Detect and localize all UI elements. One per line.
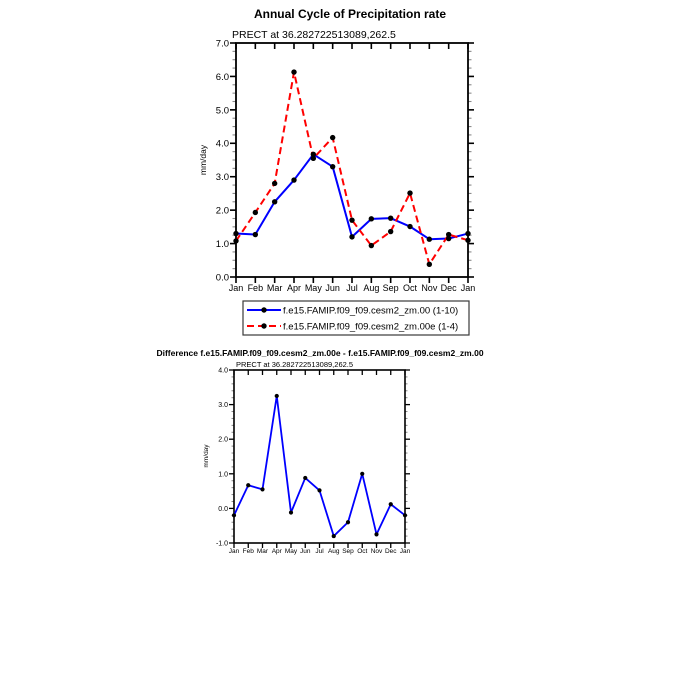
data-point-marker xyxy=(346,520,350,524)
chart1-subtitle: PRECT at 36.282722513089,262.5 xyxy=(232,29,396,41)
x-tick-label: May xyxy=(304,283,322,293)
x-tick-label: Jan xyxy=(228,283,244,293)
axis-frame xyxy=(236,43,468,277)
chart1-y-axis-label: mm/day xyxy=(198,144,208,176)
legend-sample-marker xyxy=(261,323,266,328)
x-tick-label: Feb xyxy=(242,548,254,555)
y-tick-label: 3.0 xyxy=(215,172,229,184)
x-tick-label: Aug xyxy=(327,548,340,555)
series-line xyxy=(236,154,468,239)
x-tick-label: May xyxy=(284,548,298,555)
y-tick-label: 1.0 xyxy=(218,471,228,479)
y-tick-label: 4.0 xyxy=(218,367,228,375)
data-point-marker xyxy=(403,513,407,517)
x-tick-label: Jan xyxy=(228,548,240,555)
x-tick-label: Feb xyxy=(247,283,264,293)
x-tick-label: Dec xyxy=(440,283,457,293)
data-point-marker xyxy=(289,510,293,514)
x-tick-label: Oct xyxy=(402,283,418,293)
chart1-title: Annual Cycle of Precipitation rate xyxy=(253,7,447,21)
x-tick-label: Jul xyxy=(315,548,324,555)
data-point-marker xyxy=(360,472,364,476)
data-point-marker xyxy=(332,534,336,538)
y-tick-label: 2.0 xyxy=(218,436,228,444)
data-point-marker xyxy=(388,215,393,220)
data-point-marker xyxy=(311,156,316,161)
data-point-marker xyxy=(349,217,354,222)
axis-frame xyxy=(234,370,405,543)
data-point-marker xyxy=(275,394,279,398)
x-tick-label: Mar xyxy=(256,548,269,555)
y-tick-label: 5.0 xyxy=(215,105,229,117)
data-point-marker xyxy=(330,135,335,140)
y-tick-label: 3.0 xyxy=(218,402,228,410)
x-tick-label: Jun xyxy=(325,283,340,293)
y-tick-label: 1.0 xyxy=(215,238,229,250)
data-point-marker xyxy=(446,232,451,237)
y-tick-label: 0.0 xyxy=(218,505,228,513)
data-point-marker xyxy=(369,216,374,221)
data-point-marker xyxy=(233,238,238,243)
data-point-marker xyxy=(272,181,277,186)
legend-label: f.e15.FAMIP.f09_f09.cesm2_zm.00e (1-4) xyxy=(283,321,459,333)
data-point-marker xyxy=(232,513,236,517)
data-point-marker xyxy=(407,190,412,195)
x-tick-label: Aug xyxy=(363,283,380,293)
x-tick-label: Jan xyxy=(460,283,476,293)
x-tick-label: Nov xyxy=(421,283,438,293)
data-point-marker xyxy=(427,262,432,267)
legend-sample-marker xyxy=(261,307,266,312)
data-point-marker xyxy=(349,234,354,239)
data-point-marker xyxy=(389,502,393,506)
data-point-marker xyxy=(374,532,378,536)
data-point-marker xyxy=(388,229,393,234)
x-tick-label: Mar xyxy=(266,283,283,293)
y-tick-label: 7.0 xyxy=(215,38,229,50)
x-tick-label: Nov xyxy=(370,548,383,555)
data-point-marker xyxy=(246,483,250,487)
chart1-legend xyxy=(243,301,469,335)
y-tick-label: 4.0 xyxy=(215,138,229,150)
data-point-marker xyxy=(253,210,258,215)
data-point-marker xyxy=(303,476,307,480)
x-tick-label: Jun xyxy=(300,548,311,555)
x-tick-label: Jan xyxy=(399,548,411,555)
data-point-marker xyxy=(407,224,412,229)
data-point-marker xyxy=(427,237,432,242)
x-tick-label: Dec xyxy=(384,548,397,555)
chart2-subtitle: PRECT at 36.282722513089,262.5 xyxy=(236,360,354,369)
y-tick-label: 2.0 xyxy=(215,205,229,217)
data-point-marker xyxy=(291,177,296,182)
data-point-marker xyxy=(465,238,470,243)
series-line xyxy=(234,396,405,536)
x-tick-label: Oct xyxy=(357,548,368,555)
chart2-y-axis-label: mm/day xyxy=(203,444,210,468)
data-point-marker xyxy=(233,231,238,236)
x-tick-label: Sep xyxy=(342,548,354,555)
data-point-marker xyxy=(291,69,296,74)
y-tick-label: 6.0 xyxy=(215,71,229,83)
chart1-plot-area xyxy=(216,38,475,293)
legend-label: f.e15.FAMIP.f09_f09.cesm2_zm.00 (1-10) xyxy=(283,305,459,317)
data-point-marker xyxy=(330,164,335,169)
data-point-marker xyxy=(272,199,277,204)
x-tick-label: Sep xyxy=(382,283,399,293)
data-point-marker xyxy=(465,231,470,236)
data-point-marker xyxy=(253,232,258,237)
data-point-marker xyxy=(369,243,374,248)
x-tick-label: Jul xyxy=(346,283,358,293)
y-tick-label: 0.0 xyxy=(215,272,229,284)
y-tick-label: -1.0 xyxy=(215,540,228,548)
data-point-marker xyxy=(317,488,321,492)
chart2-plot-area xyxy=(216,368,411,556)
data-point-marker xyxy=(260,487,264,491)
x-tick-label: Apr xyxy=(271,548,282,555)
chart2-title: Difference f.e15.FAMIP.f09_f09.cesm2_zm.00e - f.e15.FAMIP.f09_f09.cesm2_zm.00 xyxy=(156,348,484,358)
x-tick-label: Apr xyxy=(286,283,302,293)
